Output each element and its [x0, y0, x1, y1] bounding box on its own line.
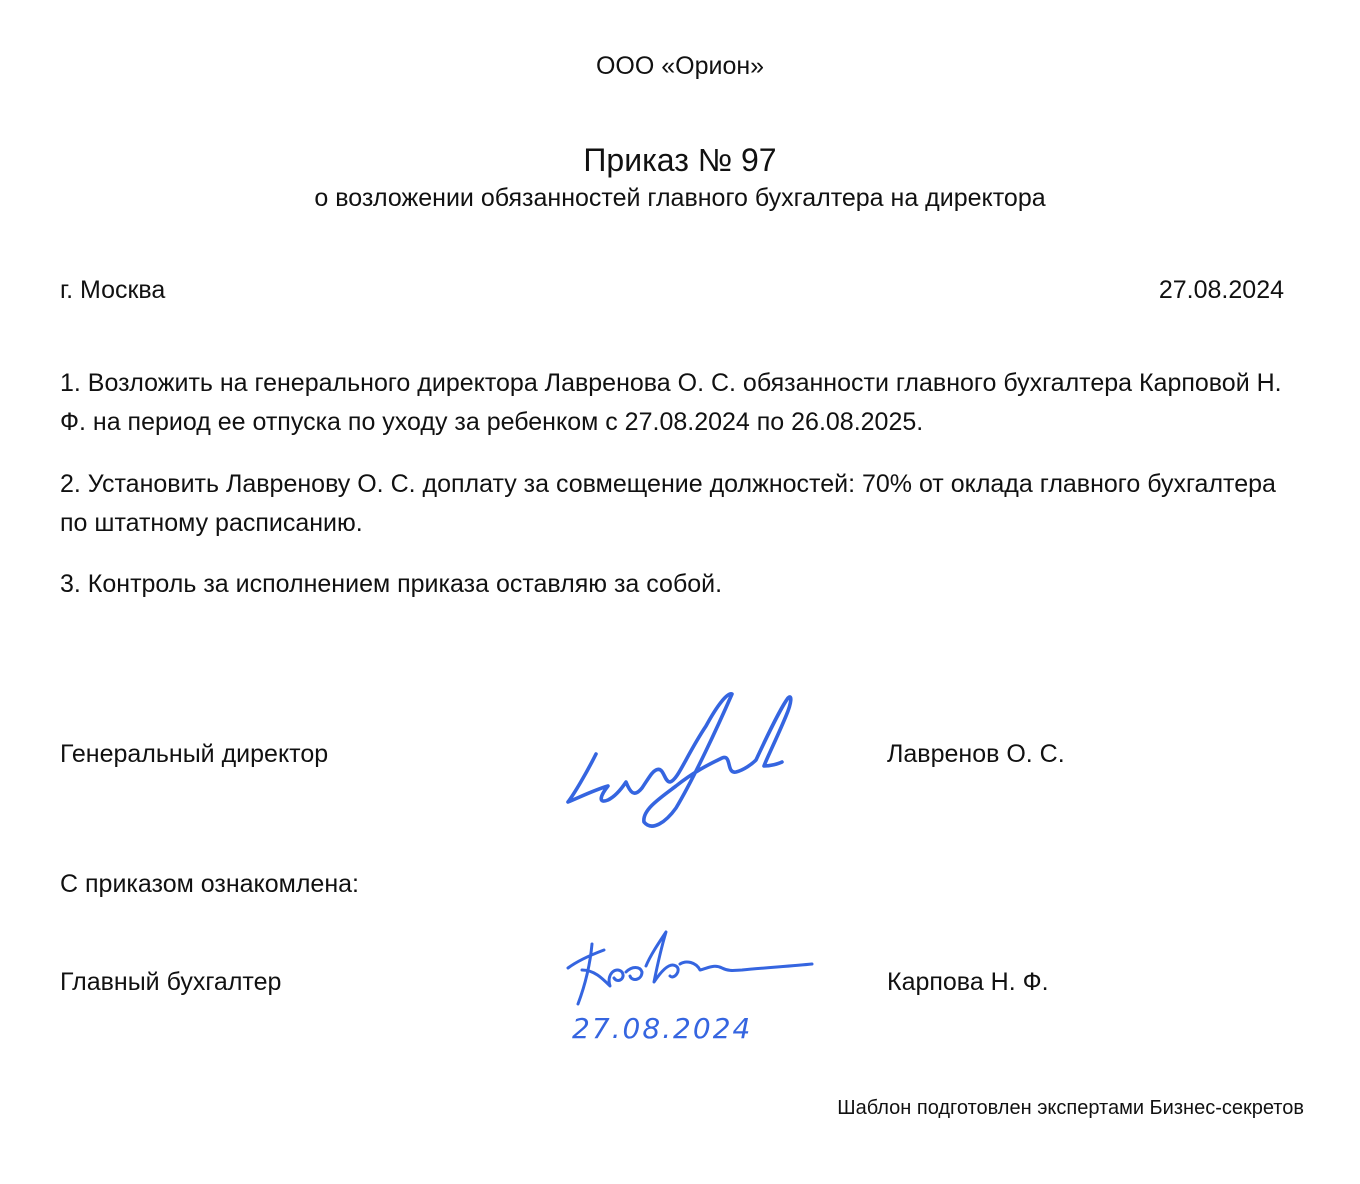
accountant-name: Карпова Н. Ф.: [887, 968, 1049, 996]
director-position: Генеральный директор: [60, 740, 329, 768]
order-paragraph-3: 3. Контроль за исполнением приказа оставляю за собой.: [60, 570, 723, 598]
order-paragraph-1: 1. Возложить на генерального директора Лавренова О. С. обязанности главного бухгалтера Карповой Н. Ф. на период ее отпуска по уходу за ребенком с 27.08.2024 по 26.08.2025.: [60, 369, 1282, 436]
order-title: Приказ № 97: [583, 142, 777, 178]
template-footer: Шаблон подготовлен экспертами Бизнес-секретов: [837, 1097, 1304, 1119]
director-signature: [556, 686, 806, 836]
organization-name: ООО «Орион»: [595, 52, 765, 80]
order-place: г. Москва: [60, 276, 166, 304]
acknowledgement-label: С приказом ознакомлена:: [60, 870, 359, 898]
order-subtitle: о возложении обязанностей главного бухгалтера на директора: [314, 184, 1046, 212]
accountant-handwritten-date: 27.08.2024: [572, 1012, 753, 1045]
order-date: 27.08.2024: [1158, 276, 1284, 304]
director-name: Лавренов О. С.: [887, 740, 1065, 768]
accountant-position: Главный бухгалтер: [60, 968, 282, 996]
order-paragraph-2: 2. Установить Лавренову О. С. доплату за совмещение должностей: 70% от оклада главного бухгалтера по штатному расписанию.: [60, 470, 1276, 537]
accountant-signature: [562, 926, 818, 1006]
